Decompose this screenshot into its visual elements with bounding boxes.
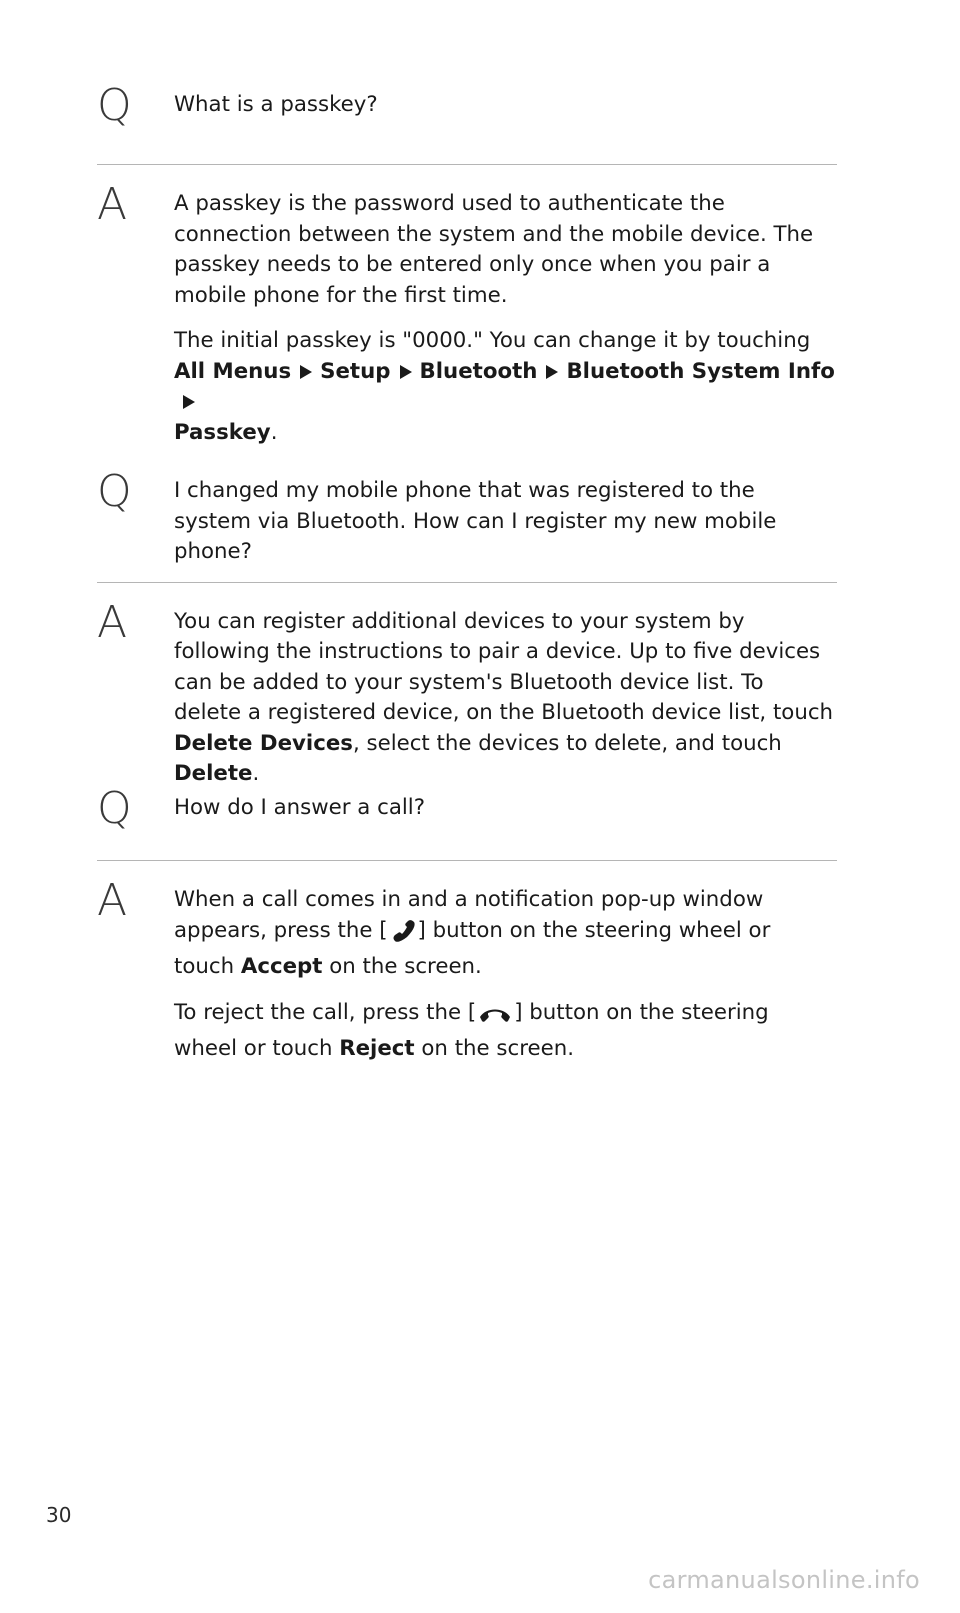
- answer-paragraph: [174, 607, 837, 790]
- answer-span: ] button on the steering wheel or touch: [174, 999, 769, 1061]
- q-mark: Q: [97, 80, 132, 131]
- phone-accept-icon: [390, 919, 416, 953]
- question-row: [97, 783, 837, 834]
- menu-path-item: Bluetooth System Info: [566, 358, 835, 384]
- answer-row: [97, 179, 837, 448]
- a-mark: A: [97, 596, 128, 648]
- answer-paragraph: [174, 885, 837, 983]
- menu-path-item: Passkey: [174, 419, 271, 445]
- q-mark: Q: [97, 783, 132, 834]
- triangle-right-icon: [300, 365, 312, 379]
- delete-devices-label: Delete Devices: [174, 730, 353, 756]
- path-end: .: [270, 419, 278, 445]
- menu-path-item: Setup: [320, 358, 391, 384]
- answer-row: [97, 596, 837, 790]
- triangle-right-icon: [400, 365, 412, 379]
- answer-span: To reject the call, press the [: [174, 999, 477, 1025]
- answer-text: [174, 885, 837, 1065]
- menu-path-item: All Menus: [174, 358, 292, 384]
- divider: [97, 164, 837, 165]
- answer-text: [174, 189, 837, 448]
- question-text: How do I answer a call?: [174, 795, 426, 820]
- triangle-right-icon: [183, 395, 195, 409]
- page-number: 30: [46, 1503, 72, 1527]
- reject-label: Reject: [339, 1036, 415, 1061]
- answer-paragraph-path: [174, 326, 837, 448]
- answer-row: [97, 875, 837, 1065]
- answer-paragraph: [174, 998, 837, 1065]
- a-mark: A: [97, 875, 128, 926]
- phone-end-icon: [478, 1004, 512, 1035]
- q-mark: Q: [97, 466, 132, 517]
- answer-span: , select the devices to delete, and touch: [352, 730, 782, 756]
- qa-block-register-phone: [97, 466, 837, 790]
- divider: [97, 860, 837, 861]
- answer-span: You can register additional devices to your system by following the instructions to pair a device. Up to five devices can be added to your system's Bluetooth device list. To delete a registered device, on the Bluetooth device list, touch: [174, 608, 834, 725]
- question-text: I changed my mobile phone that was registered to the system via Bluetooth. How can I register my new mobile phone?: [174, 478, 777, 564]
- a-mark: A: [97, 179, 128, 230]
- answer-lead: The initial passkey is "0000." You can change it by touching: [174, 328, 811, 353]
- watermark: carmanualsonline.info: [648, 1566, 920, 1594]
- answer-paragraph: A passkey is the password used to authenticate the connection between the system and the mobile device. The passkey needs to be entered only once when you pair a mobile phone for the first time.: [174, 191, 814, 308]
- divider: [97, 582, 837, 583]
- answer-span: When a call comes in and a notification pop-up window appears, press the [: [174, 887, 764, 943]
- menu-path-item: Bluetooth: [419, 358, 538, 384]
- question-row: [97, 466, 837, 568]
- answer-span: on the screen.: [322, 954, 482, 979]
- answer-span: .: [252, 761, 260, 786]
- triangle-right-icon: [546, 365, 558, 379]
- accept-label: Accept: [240, 954, 323, 979]
- answer-span: on the screen.: [414, 1036, 574, 1061]
- delete-label: Delete: [174, 761, 253, 786]
- qa-block-answer-call: [97, 783, 837, 1065]
- question-text: What is a passkey?: [174, 92, 378, 117]
- question-row: [97, 80, 837, 131]
- answer-text: [174, 607, 837, 790]
- qa-block-passkey: [97, 80, 837, 448]
- answer-span: ] button on the steering wheel or touch: [174, 917, 771, 979]
